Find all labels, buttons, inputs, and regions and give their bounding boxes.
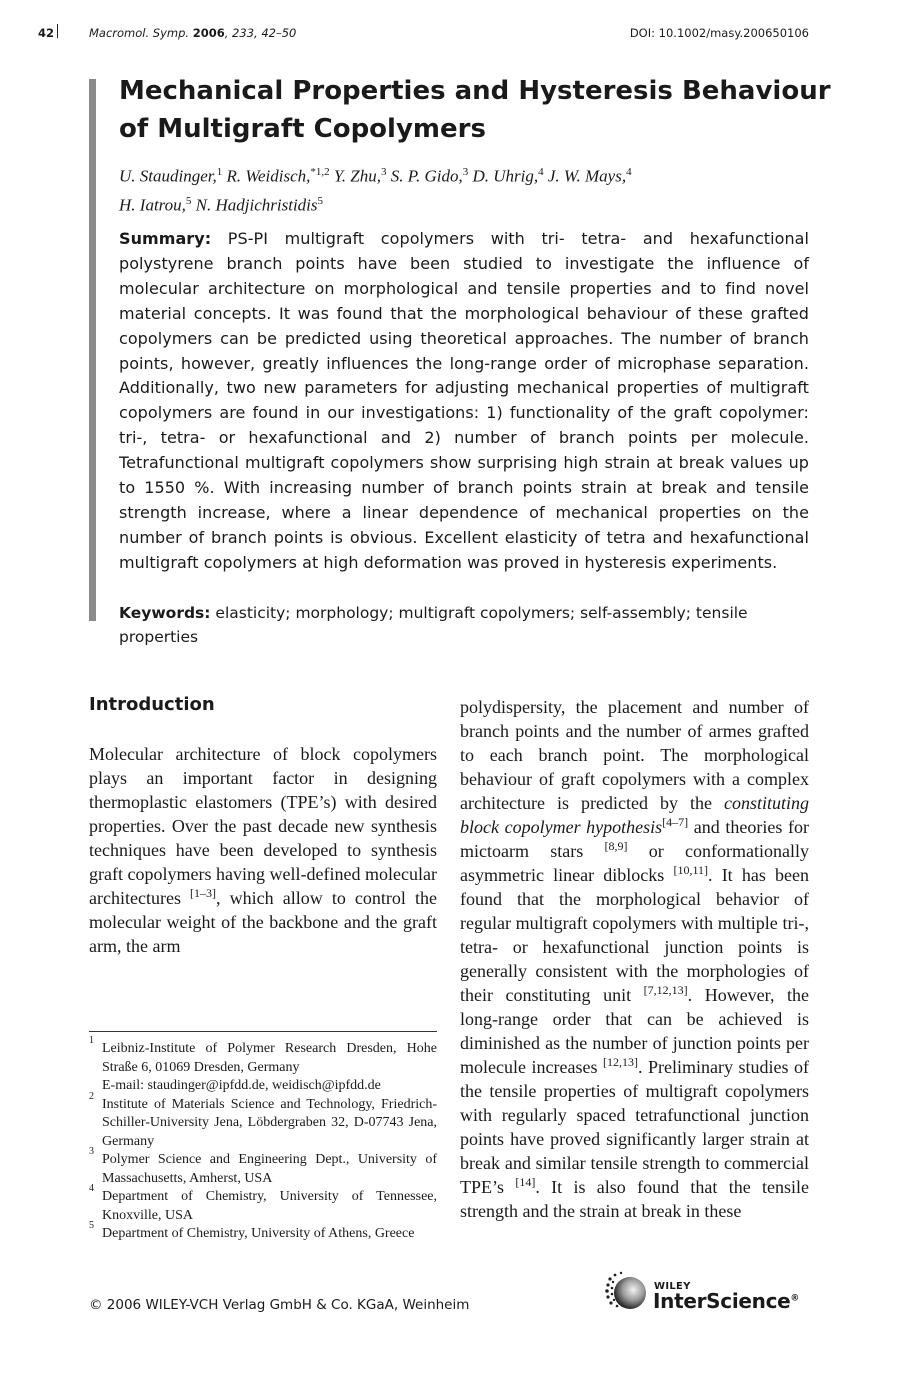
interscience-logo: [604, 1269, 814, 1315]
journal-volume: , 233, 42–50: [224, 26, 297, 40]
keywords-text: elasticity; morphology; multigraft copolymers; self-assembly; tensile properties: [119, 604, 748, 646]
footnote-number: 4: [89, 1183, 94, 1194]
footnote-text: E-mail: staudinger@ipfdd.de, weidisch@ipfdd.de: [102, 1078, 381, 1093]
section-heading-introduction: Introduction: [89, 694, 215, 715]
body-column-left: [89, 742, 437, 958]
article-title: Mechanical Properties and Hysteresis Behaviour of Multigraft Copolymers: [119, 76, 831, 144]
footnote-number: 2: [89, 1090, 94, 1102]
logo-interscience-text: [653, 1289, 799, 1313]
doi: DOI: 10.1002/masy.200650106: [629, 26, 809, 40]
footnotes: [89, 1035, 437, 1244]
logo-interscience-name: InterScience: [653, 1289, 791, 1313]
author-affiliation-mark: 3: [381, 166, 387, 178]
author-affiliation-mark: *1,2: [310, 166, 330, 178]
footnote: [89, 1220, 437, 1244]
author-name: J. W. Mays,: [543, 166, 627, 186]
logo-registered-mark: ®: [790, 1293, 800, 1304]
summary-label: Summary:: [119, 229, 212, 248]
header-divider: [57, 24, 58, 38]
author-affiliation-mark: 4: [626, 166, 632, 178]
footnote-text: Polymer Science and Engineering Dept., University of Massachusetts, Amherst, USA: [102, 1152, 437, 1186]
author-name: Y. Zhu,: [329, 166, 381, 186]
footnote: [89, 1090, 437, 1152]
body-text: and theories for mictoarm stars: [460, 817, 809, 861]
footnote-text: Institute of Materials Science and Technology, Friedrich-Schiller-University Jena, Löbdergraben 32, D-07743 Jena, Germany: [102, 1096, 437, 1149]
journal-citation: [89, 26, 296, 40]
footnote: [89, 1146, 437, 1188]
abstract-summary: [119, 227, 809, 576]
citation-ref: [7,12,13]: [643, 983, 688, 997]
author-affiliation-mark: 4: [538, 166, 544, 178]
body-text: Molecular architecture of block copolymers plays an important factor in designing thermoplastic elastomers (TPE’s) with desired properties. Over the past decade new synthesis techniques have been developed to synthesis graft copolymers having well-defined molecular architectures: [89, 744, 437, 908]
author-name: H. Iatrou,: [119, 195, 186, 215]
footnote-rule: [89, 1031, 437, 1032]
journal-name: Macromol. Symp.: [89, 26, 190, 40]
body-column-right: [460, 695, 809, 1223]
citation-ref: [14]: [515, 1175, 536, 1189]
author-name: D. Uhrig,: [468, 166, 539, 186]
citation-ref: [8,9]: [604, 839, 628, 853]
keywords: [119, 601, 819, 649]
citation-ref: [4–7]: [662, 815, 689, 829]
author-name: N. Hadjichristidis: [191, 195, 318, 215]
author-line-2: [119, 189, 819, 218]
footnote: [89, 1077, 437, 1096]
body-text: . It is also found that the tensile strength and the strain at break in these: [460, 1177, 809, 1221]
author-name: R. Weidisch,: [222, 166, 311, 186]
logo-wiley-text: WILEY: [654, 1281, 691, 1292]
footnote-number: 3: [89, 1146, 94, 1157]
keywords-label: Keywords:: [119, 604, 211, 622]
footnote-text: Department of Chemistry, University of Athens, Greece: [102, 1226, 415, 1241]
interscience-globe-icon: [604, 1269, 650, 1315]
author-affiliation-mark: 5: [317, 194, 324, 207]
body-text: or conformationally asymmetric linear diblocks: [460, 841, 809, 885]
body-text: . It has been found that the morphological behavior of regular multigraft copolymers with multiple tri-, tetra- or hexafunctional junction points is generally consistent with the morphologies of their constituting unit: [460, 865, 809, 1005]
citation-ref: [10,11]: [673, 863, 709, 877]
footnote-number: 1: [89, 1035, 94, 1046]
summary-text: PS-PI multigraft copolymers with tri- tetra- and hexafunctional polystyrene branch points have been studied to investigate the influence of molecular architecture on morphological and tensile properties and to find novel material concepts. It was found that the morphological behaviour of these grafted copolymers can be predicted using theoretical approaches. The number of branch points, however, greatly influences the long-range order of microphase separation. Additionally, two new parameters for adjusting mechanical properties of multigraft copolymers are found in our investigations: 1) functionality of the graft copolymer: tri-, tetra- or hexafunctional and 2) number of branch points per molecule. Tetrafunctional multigraft copolymers show surprising high strain at break values up to 1550 %. With increasing number of branch points strain at break and tensile strength increase, where a linear dependence of mechanical properties on the number of branch points is obvious. Excellent elasticity of tetra and hexafunctional multigraft copolymers at high deformation was proved in hysteresis experiments.: [119, 229, 809, 572]
journal-year: 2006: [192, 26, 225, 40]
author-affiliation-mark: 3: [462, 166, 469, 178]
author-list: [119, 160, 819, 217]
footnote-number: 5: [89, 1220, 94, 1231]
body-text: . Preliminary studies of the tensile properties of multigraft copolymers with regularly spaced tetrafunctional junction points have proved significantly larger strain at break and similar tensile strength to commercial TPE’s: [460, 1057, 809, 1197]
author-affiliation-mark: 5: [185, 194, 192, 207]
body-text: polydispersity, the placement and number of branch points and the number of armes grafted to each branch point. The morphological behaviour of graft copolymers with a complex architecture is predicted by the: [460, 697, 809, 813]
body-text: , which allow to control the molecular weight of the backbone and the graft arm, the arm: [89, 888, 437, 956]
page-number: 42: [38, 26, 55, 40]
author-line-1: [119, 160, 819, 189]
footnote: [89, 1183, 437, 1225]
author-name: S. P. Gido,: [386, 166, 463, 186]
footnote-text: Leibniz-Institute of Polymer Research Dresden, Hohe Straße 6, 01069 Dresden, Germany: [102, 1041, 437, 1075]
body-text-italic: constituting block copolymer hypothesis: [460, 793, 809, 837]
body-text: . However, the long-range order that can be achieved is diminished as the number of junction points per molecule increases: [460, 985, 809, 1077]
footnote: [89, 1035, 437, 1077]
citation-ref: [1–3]: [190, 886, 217, 900]
citation-ref: [12,13]: [602, 1055, 638, 1069]
author-affiliation-mark: 1: [216, 166, 223, 178]
copyright-notice: © 2006 WILEY-VCH Verlag GmbH & Co. KGaA, Weinheim: [89, 1297, 470, 1313]
abstract-sidebar-bar: [89, 79, 96, 621]
footnote-text: Department of Chemistry, University of Tennessee, Knoxville, USA: [102, 1189, 437, 1223]
author-name: U. Staudinger,: [119, 166, 217, 186]
